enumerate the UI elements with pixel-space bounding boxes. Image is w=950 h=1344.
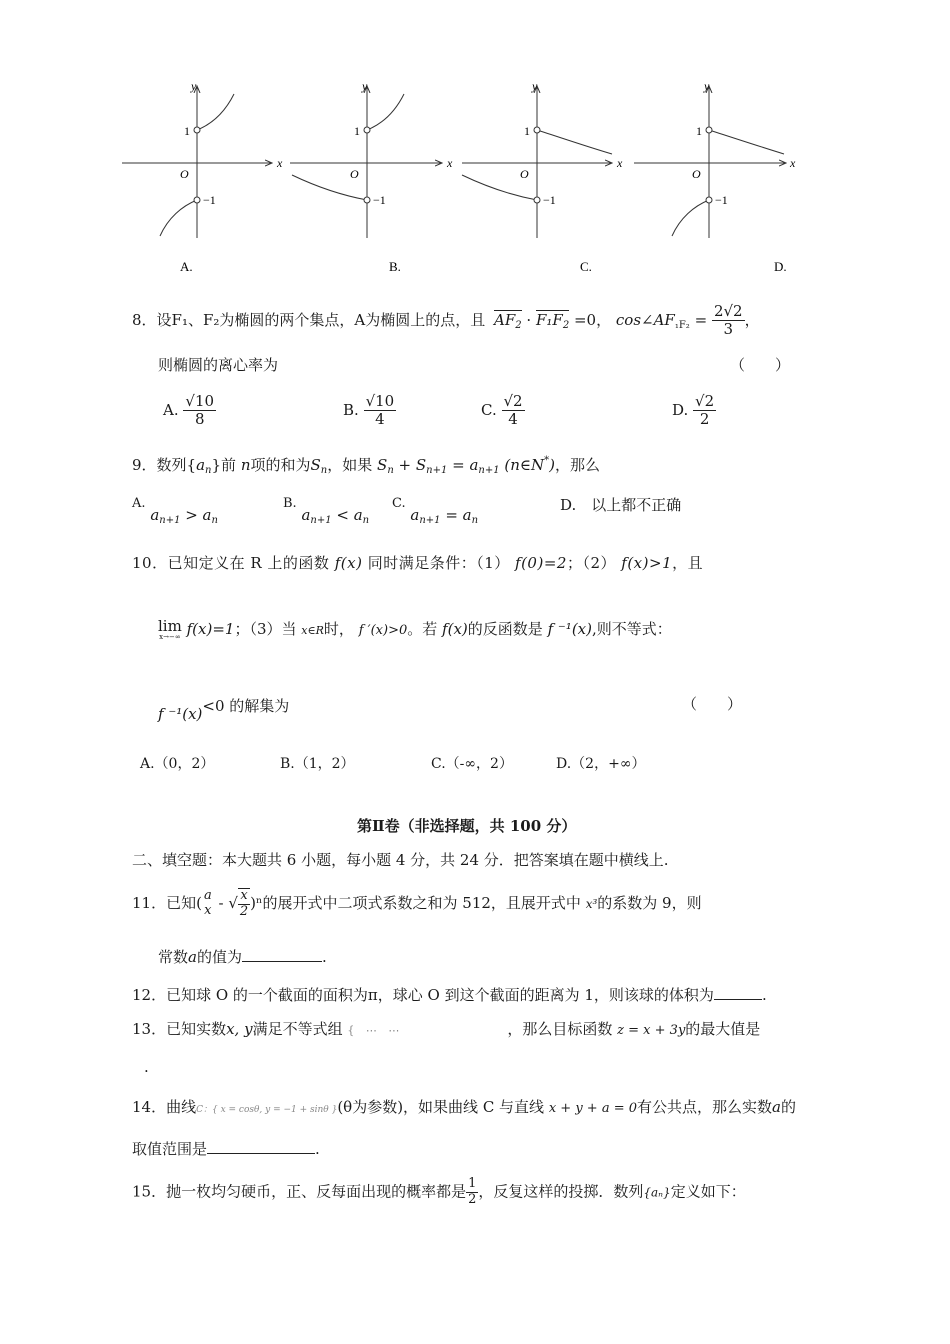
q8-option-a[interactable] (163, 393, 216, 429)
q13-inequality-system: { ⋯ ⋯ (347, 1024, 404, 1037)
q8-text: 8．设F₁、F₂为椭圆的两个集点，A为椭圆上的点，且 (132, 310, 486, 329)
graph-d-option-label: D. (774, 259, 787, 274)
q8-cos-frac (712, 303, 745, 339)
q8-option-b[interactable] (343, 393, 396, 429)
q8-vector-af2: $AF_2$ (494, 310, 522, 331)
graph-a-tick-pos: 1 (184, 124, 190, 138)
option-label: B. (343, 400, 359, 419)
graph-c-option-label: C. (580, 259, 592, 274)
graph-a-tick-neg: −1 (203, 193, 216, 207)
option-text: a (301, 506, 311, 524)
curve-upper (197, 94, 234, 130)
option-den: 4 (375, 410, 385, 429)
curve-upper (709, 130, 784, 154)
q10-paren: （ ） (682, 695, 743, 713)
graph-d (634, 86, 786, 238)
graph-b-tick-neg: −1 (373, 193, 386, 207)
graph-d-x-label: x (790, 156, 796, 170)
q9-formula: $S_n + S_{n+1} = a_{n+1}$ (n∈N*) (377, 455, 555, 476)
option-label: B. (283, 496, 297, 511)
open-point-lower (364, 197, 370, 203)
q10-option-c[interactable]: C.（-∞，2） (431, 756, 513, 772)
graph-b (290, 86, 442, 238)
q11-answer-blank[interactable] (242, 961, 322, 962)
q8-cos-eq: = (694, 310, 708, 329)
graph-b-tick-pos: 1 (354, 124, 360, 138)
graph-c-y-label: y (532, 79, 538, 93)
curve-upper (537, 130, 612, 154)
q10-option-b[interactable]: B.（1，2） (280, 756, 355, 772)
q9-option-d[interactable]: D. 以上都不正确 (560, 496, 682, 514)
curve-upper (367, 94, 404, 130)
q8-eq0: =0， (573, 310, 612, 329)
q10-option-d[interactable]: D.（2，+∞） (556, 756, 646, 772)
graph-c-tick-pos: 1 (524, 124, 530, 138)
open-point-upper (364, 127, 370, 133)
graph-a-origin: O (180, 167, 189, 181)
option-den: 4 (508, 410, 518, 429)
q10-limit: lim x→−∞ (158, 617, 182, 641)
graph-d-tick-neg: −1 (715, 193, 728, 207)
open-point-upper (706, 127, 712, 133)
curve-lower (672, 200, 709, 236)
q14-curve-eq: C：{ x = cosθ, y = −1 + sinθ } (196, 1105, 338, 1115)
q10-option-a[interactable]: A.（0，2） (140, 756, 215, 772)
section-intro: 二、填空题：本大题共 6 小题，每小题 4 分，共 24 分．把答案填在题中横线上. (132, 851, 669, 869)
question-12: 12．已知球 O 的一个截面的面积为π，球心 O 到这个截面的距离为 1，则该球的体积为 . (132, 986, 767, 1004)
q9-option-a[interactable]: A. $a_{n+1} > a_n$ (132, 496, 218, 526)
q8-vector-f1f2: $F_1F_2$ (535, 310, 570, 331)
graph-b-x-label: x (447, 156, 453, 170)
graph-b-y-label: y (362, 79, 368, 93)
graph-row (0, 60, 950, 280)
option-num: √10 (365, 392, 395, 410)
option-label: C. (392, 496, 406, 511)
q8-option-d[interactable] (672, 393, 716, 429)
option-text: a (410, 506, 420, 524)
graph-a-y-label: y (191, 79, 197, 93)
option-den: 2 (699, 410, 710, 429)
graph-c-tick-neg: −1 (543, 193, 556, 207)
option-den: 8 (194, 410, 205, 429)
option-text: a (150, 506, 160, 524)
option-label: A. (163, 400, 179, 419)
graph-c (462, 86, 612, 238)
graph-d-y-label: y (704, 79, 710, 93)
q8-paren: （ ） (730, 356, 791, 374)
option-label: D. (672, 400, 689, 419)
question-15: 15．抛一枚均匀硬币，正、反每面出现的概率都是 $\frac{1}{2}$ ，反复这样的投掷．数列{aₙ}定义如下： (132, 1176, 746, 1207)
graph-c-x-label: x (617, 156, 623, 170)
q8-cos: cos∠AF (615, 310, 675, 329)
open-point-lower (534, 197, 540, 203)
q8-option-c[interactable] (481, 393, 525, 429)
graph-d-tick-pos: 1 (696, 124, 702, 138)
section-title: 第Ⅱ卷（非选择题，共 100 分） (357, 817, 577, 835)
q8-cos-sub: ₁F₂ (674, 319, 690, 331)
option-num: √2 (695, 392, 715, 410)
graph-c-origin: O (520, 167, 529, 181)
option-num: √2 (503, 392, 523, 410)
open-point-lower (706, 197, 712, 203)
option-num: √10 (185, 392, 215, 410)
graph-d-origin: O (692, 167, 701, 181)
curve-lower (160, 200, 197, 236)
open-point-lower (194, 197, 200, 203)
q8-line2: 则椭圆的离心率为 (158, 356, 279, 374)
graph-a-option-label: A. (180, 259, 193, 274)
q9-option-c[interactable]: C. $a_{n+1} = a_n$ (392, 496, 479, 526)
graph-b-option-label: B. (389, 259, 401, 274)
q9-option-b[interactable]: B. $a_{n+1} < a_n$ (283, 496, 370, 526)
q13-blank-dot[interactable]: . (144, 1058, 149, 1076)
option-label: A. (132, 496, 146, 511)
q8-cos-den: 3 (723, 320, 734, 339)
open-point-upper (534, 127, 540, 133)
graph-a-x-label: x (277, 156, 283, 170)
q8-cos-num: 2√2 (713, 302, 743, 320)
option-label: C. (481, 400, 497, 419)
graph-b-origin: O (350, 167, 359, 181)
q12-answer-blank[interactable] (714, 999, 762, 1000)
q14-answer-blank[interactable] (207, 1153, 315, 1154)
graph-a (122, 86, 272, 238)
open-point-upper (194, 127, 200, 133)
